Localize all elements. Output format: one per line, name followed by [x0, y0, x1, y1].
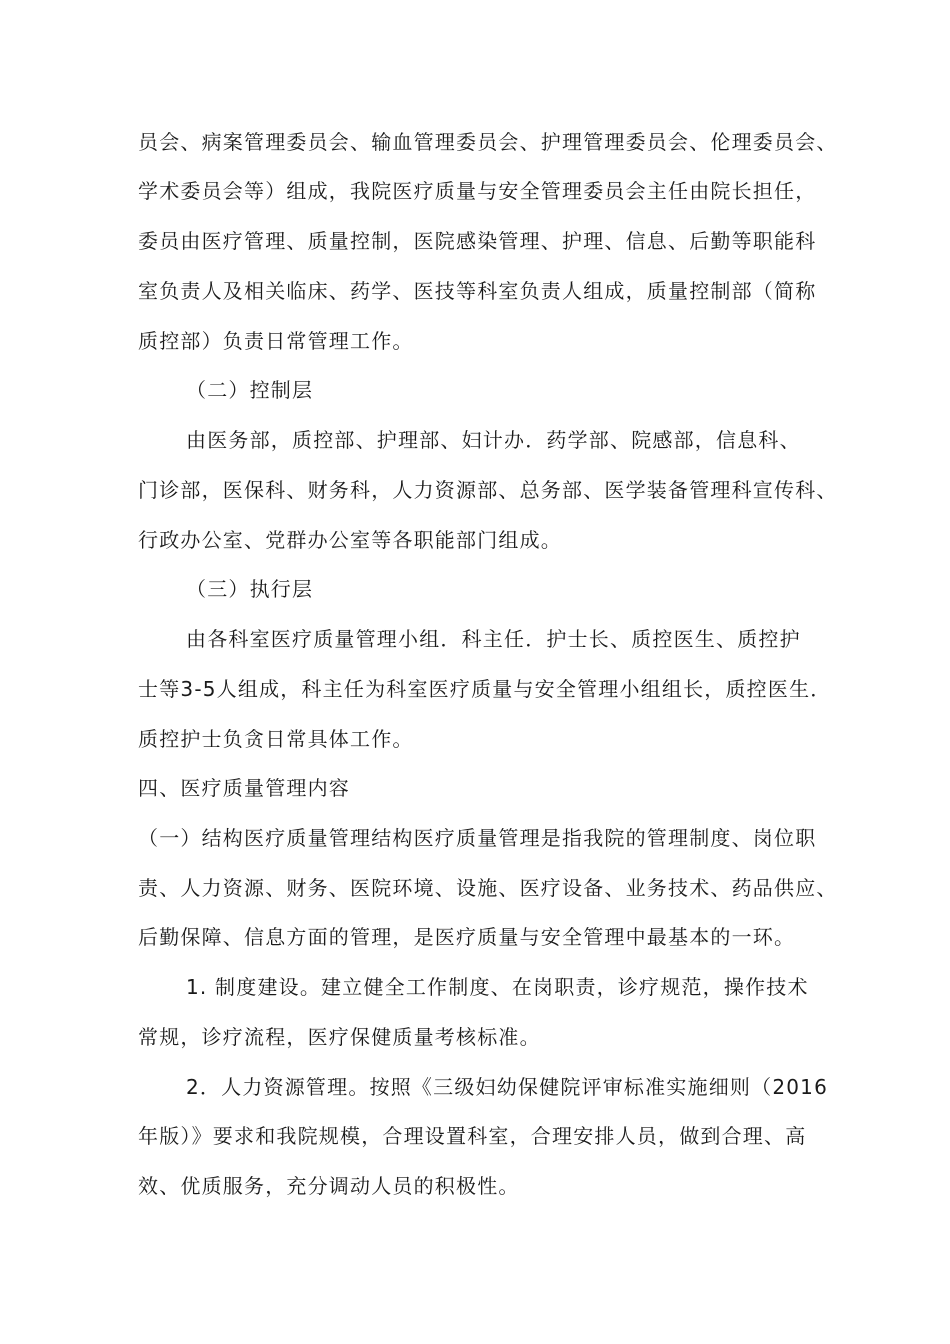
text-line: （一）结构医疗质量管理结构医疗质量管理是指我院的管理制度、岗位职 [138, 826, 817, 850]
section-heading: 四、医疗质量管理内容 [138, 776, 350, 800]
text-line: 学术委员会等）组成，我院医疗质量与安全管理委员会主任由院长担任， [138, 179, 817, 203]
text-line: 由医务部，质控部、护理部、妇计办．药学部、院感部，信息科、 [186, 428, 801, 452]
text-line: 效、优质服务，充分调动人员的积极性。 [138, 1174, 520, 1198]
text-line: 2．人力资源管理。按照《三级妇幼保健院评审标准实施细则（2016 [186, 1075, 829, 1099]
section-heading: （二）控制层 [186, 378, 314, 402]
text-line: 门诊部，医保科、财务科，人力资源部、总务部、医学装备管理科宣传科、 [138, 478, 838, 502]
section-heading: （三）执行层 [186, 577, 314, 601]
text-line: 质控部）负责日常管理工作。 [138, 329, 414, 353]
text-line: 士等3-5人组成，科主任为科室医疗质量与安全管理小组组长，质控医生． [138, 677, 832, 701]
text-line: 行政办公室、党群办公室等各职能部门组成。 [138, 528, 562, 552]
text-line: 常规，诊疗流程，医疗保健质量考核标准。 [138, 1025, 541, 1049]
text-line: 1. 制度建设。建立健全工作制度、在岗职责，诊疗规范，操作技术 [186, 975, 809, 999]
text-line: 年版）》要求和我院规模，合理设置科室，合理安排人员，做到合理、高 [138, 1124, 807, 1148]
text-line: 员会、病案管理委员会、输血管理委员会、护理管理委员会、伦理委员会、 [138, 130, 838, 154]
text-line: 由各科室医疗质量管理小组．科主任．护士长、质控医生、质控护 [186, 627, 801, 651]
text-line: 室负责人及相关临床、药学、医技等科室负责人组成，质量控制部（简称 [138, 279, 817, 303]
text-line: 责、人力资源、财务、医院环境、设施、医疗设备、业务技术、药品供应、 [138, 876, 838, 900]
text-line: 质控护士负贪日常具体工作。 [138, 727, 414, 751]
text-line: 后勤保障、信息方面的管理，是医疗质量与安全管理中最基本的一环。 [138, 925, 796, 949]
text-line: 委员由医疗管理、质量控制，医院感染管理、护理、信息、后勤等职能科 [138, 229, 817, 253]
